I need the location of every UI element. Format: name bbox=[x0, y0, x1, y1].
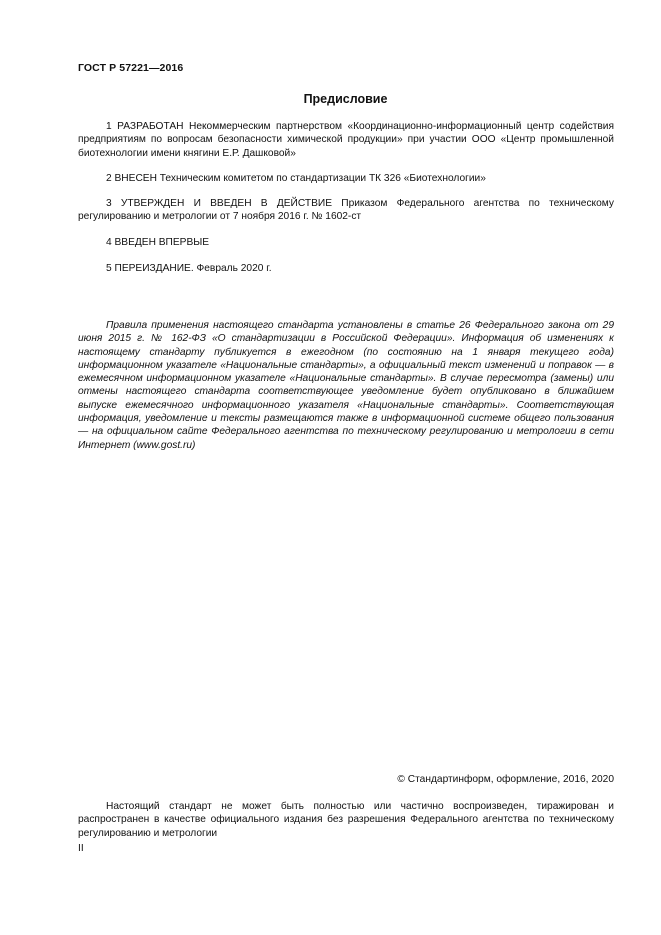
page-title: Предисловие bbox=[303, 92, 388, 106]
foreword-item-5: 5 ПЕРЕИЗДАНИЕ. Февраль 2020 г. bbox=[106, 263, 272, 274]
foreword-item-2: 2 ВНЕСЕН Техническим комитетом по стандартизации ТК 326 «Биотехнологии» bbox=[106, 173, 486, 184]
application-rules-notice: Правила применения настоящего стандарта установлены в статье 26 Федерального закона от 29 июня 2015 г. № 162-ФЗ «О стандартизации в Российской Федерации». Информация об изменениях к настоящему стандарту публикуется в ежегодном (по состоянию на 1 января текущего года) информационном указателе «Национальные стандарты», а официальный текст изменений и поправок — в ежемесячном информационном указателе «Национальные стандарты». В случае пересмотра (замены) или отмены настоящего стандарта соответствующее уведомление будет опубликовано в ближайшем выпуске ежемесячного информационного указателя «Национальные стандарты». Соответствующая информация, уведомление и тексты размещаются также в информационной системе общего пользования — на официальном сайте Федерального агентства по техническому регулированию и метрологии в сети Интернет (www.gost.ru) bbox=[78, 320, 614, 451]
foreword-item-1: 1 РАЗРАБОТАН Некоммерческим партнерством «Координационно-информационный центр содействия предприятиям по вопросам безопасности химической продукции» при участии ООО «Центр промышленной биотехнологии имени княгини Е.Р. Дашковой» bbox=[78, 121, 614, 159]
foreword-item-3: 3 УТВЕРЖДЕН И ВВЕДЕН В ДЕЙСТВИЕ Приказом Федерального агентства по техническому регулированию и метрологии от 7 ноября 2016 г. № 1602-ст bbox=[78, 198, 614, 223]
copyright-line: © Стандартинформ, оформление, 2016, 2020 bbox=[397, 774, 614, 785]
standard-code: ГОСТ Р 57221—2016 bbox=[78, 62, 184, 74]
foreword-item-4: 4 ВВЕДЕН ВПЕРВЫЕ bbox=[106, 237, 210, 248]
page-number: II bbox=[78, 843, 84, 854]
reproduction-restriction-notice: Настоящий стандарт не может быть полностью или частично воспроизведен, тиражирован и распространен в качестве официального издания без разрешения Федерального агентства по техническому регулированию и метрологии bbox=[78, 801, 614, 839]
